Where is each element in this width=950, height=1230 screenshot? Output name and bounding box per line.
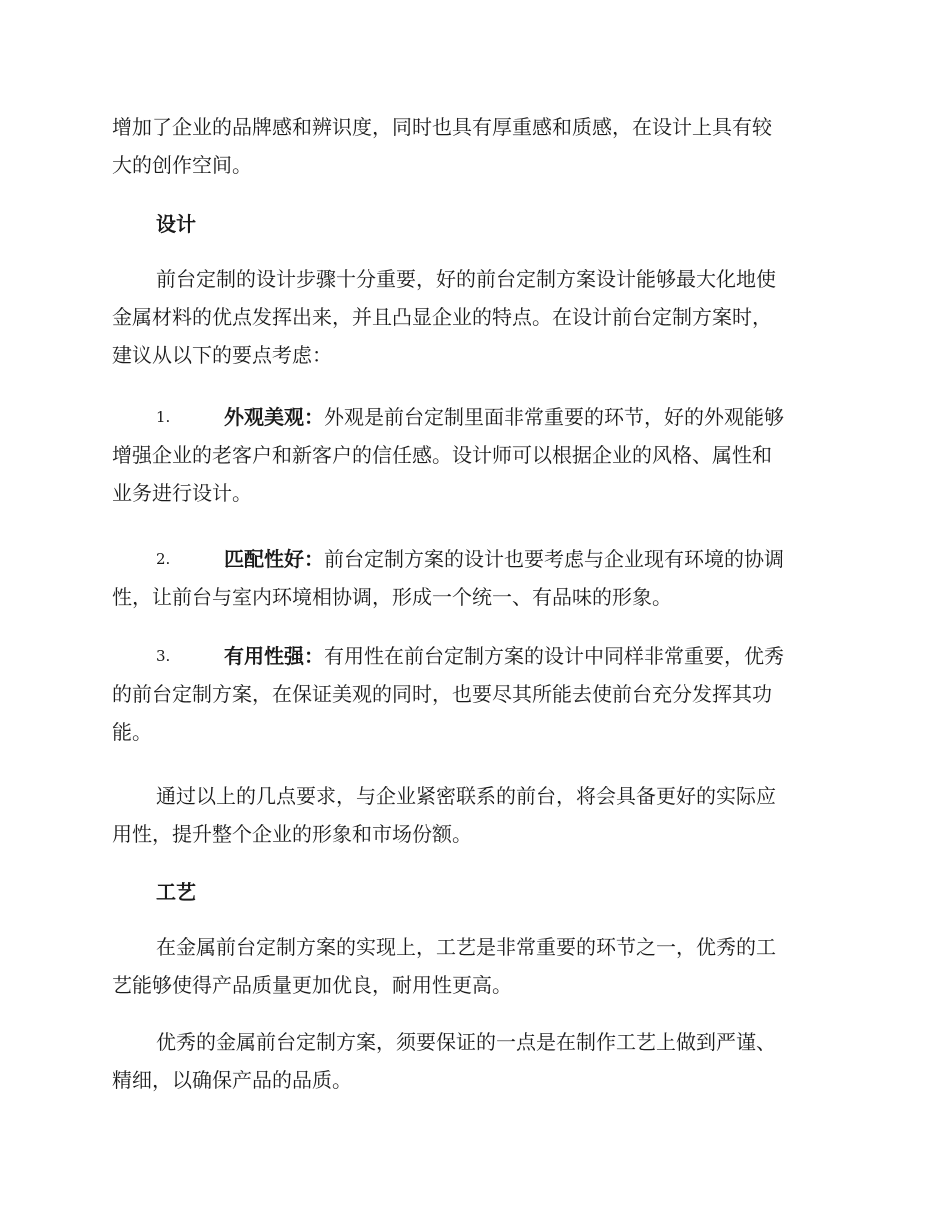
- text-line: 用性，提升整个企业的形象和市场份额。: [112, 822, 472, 846]
- list-item: [112, 637, 842, 751]
- list-item-title: 外观美观：: [224, 405, 324, 429]
- text-line: 艺能够使得产品质量更加优良，耐用性更高。: [112, 973, 512, 997]
- text-line: 增强企业的老客户和新客户的信任感。设计师可以根据企业的风格、属性和: [112, 443, 772, 467]
- text-line: 精细，以确保产品的品质。: [112, 1068, 352, 1092]
- text-line: 优秀的金属前台定制方案，须要保证的一点是在制作工艺上做到严谨、: [156, 1030, 776, 1054]
- list-item-text: 前台定制方案的设计也要考虑与企业现有环境的协调: [324, 547, 784, 571]
- text-line: 的前台定制方案，在保证美观的同时，也要尽其所能去使前台充分发挥其功: [112, 682, 772, 706]
- text-line: 增加了企业的品牌感和辨识度，同时也具有厚重感和质感，在设计上具有较: [112, 115, 772, 139]
- list-number: 3.: [156, 647, 171, 665]
- section-heading-design: 设计: [156, 212, 196, 236]
- text-line: 前台定制的设计步骤十分重要，好的前台定制方案设计能够最大化地使: [156, 267, 776, 291]
- text-line: 建议从以下的要点考虑：: [112, 343, 332, 367]
- text-line: 通过以上的几点要求，与企业紧密联系的前台，将会具备更好的实际应: [156, 784, 776, 808]
- list-item-text: 外观是前台定制里面非常重要的环节，好的外观能够: [324, 405, 784, 429]
- list-item: [112, 398, 842, 512]
- text-line: 能。: [112, 720, 152, 744]
- list-item-title: 有用性强：: [224, 644, 324, 668]
- text-line: [112, 540, 842, 578]
- text-line: 金属材料的优点发挥出来，并且凸显企业的特点。在设计前台定制方案时，: [112, 305, 772, 329]
- list-item: [112, 540, 842, 616]
- craft-paragraph-1: [112, 928, 842, 1004]
- design-summary-paragraph: [112, 777, 842, 853]
- text-line: 在金属前台定制方案的实现上，工艺是非常重要的环节之一，优秀的工: [156, 935, 776, 959]
- list-item-text: 有用性在前台定制方案的设计中同样非常重要，优秀: [324, 644, 784, 668]
- text-line: 业务进行设计。: [112, 481, 252, 505]
- list-number: 1.: [156, 408, 171, 426]
- intro-paragraph: [112, 108, 842, 184]
- craft-paragraph-2: [112, 1023, 842, 1099]
- section-heading-craft: 工艺: [156, 880, 196, 904]
- design-paragraph: [112, 260, 842, 374]
- list-number: 2.: [156, 550, 171, 568]
- text-line: 大的创作空间。: [112, 153, 252, 177]
- text-line: 性，让前台与室内环境相协调，形成一个统一、有品味的形象。: [112, 585, 672, 609]
- list-item-title: 匹配性好：: [224, 547, 324, 571]
- text-line: [112, 398, 842, 436]
- text-line: [112, 637, 842, 675]
